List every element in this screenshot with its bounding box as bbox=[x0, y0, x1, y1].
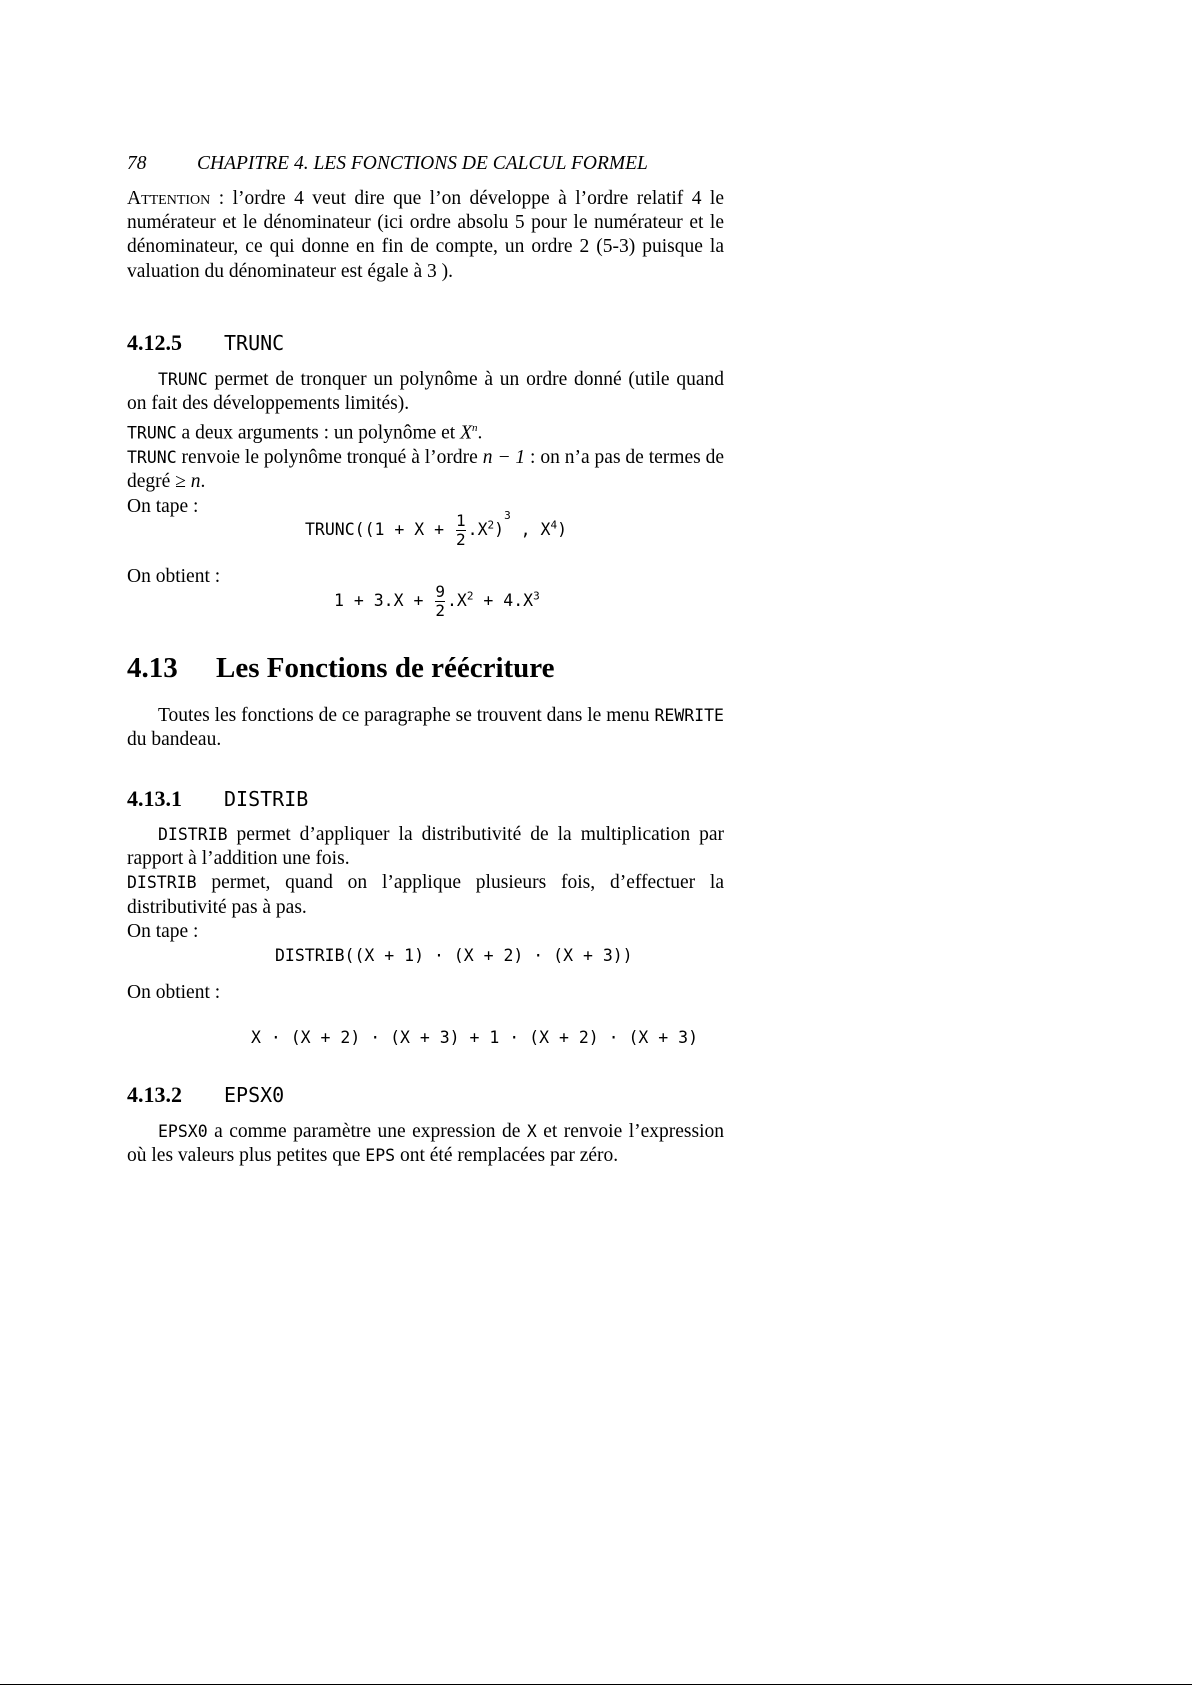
section-heading-distrib: 4.13.1 DISTRIB bbox=[127, 786, 309, 811]
distrib-input-formula: DISTRIB((X + 1) · (X + 2) · (X + 3)) bbox=[275, 946, 633, 965]
distrib-paragraph-2: DISTRIB permet, quand on l’applique plusieurs fois, d’effectuer la distributivité pas à pas. bbox=[127, 872, 724, 918]
section-heading-rewrite: 4.13 Les Fonctions de réécriture bbox=[127, 652, 555, 684]
trunc-paragraph-1: TRUNC permet de tronquer un polynôme à un ordre donné (utile quand on fait des développements limités). bbox=[127, 369, 724, 415]
attention-keyword: Attention bbox=[127, 188, 211, 209]
distrib-description bbox=[127, 823, 724, 944]
trunc-paragraph-2: TRUNC a deux arguments : un polynôme et $X^n$. bbox=[127, 422, 483, 444]
distrib-paragraph-1: DISTRIB permet d’appliquer la distributivité de la multiplication par rapport à l’addition une fois. bbox=[127, 824, 724, 870]
chapter-title: CHAPITRE 4. LES FONCTIONS DE CALCUL FORMEL bbox=[197, 153, 648, 174]
section-heading-trunc: 4.12.5 TRUNC bbox=[127, 330, 285, 355]
running-header bbox=[127, 153, 724, 175]
on-obtient-label: On obtient : bbox=[127, 982, 221, 1003]
attention-paragraph: Attention : l’ordre 4 veut dire que l’on développe à l’ordre relatif 4 le numérateur et le dénominateur (ici ordre absolu 5 pour le numérateur et le dénominateur, ce qui donne en fin de compte, un ordre 2 (5-3) puisque la valuation du dénominateur est égale à 3 ). bbox=[127, 188, 724, 282]
trunc-output-formula: 1 + 3.X + $\frac{9}{2}$ $.X^2 + 4.X^3$ bbox=[334, 582, 540, 620]
page-number: 78 bbox=[127, 153, 147, 174]
trunc-input-formula: TRUNC((1 + X + $\frac{1}{2}$ $.X^2)^3$ , $X^4$) bbox=[305, 508, 568, 549]
fraction-one-half: $\frac{1}{2}$ bbox=[456, 511, 466, 549]
trunc-paragraph-3: TRUNC renvoie le polynôme tronqué à l’ordre n − 1 : on n’a pas de termes de degré ≥ n. bbox=[127, 447, 724, 493]
rewrite-paragraph: Toutes les fonctions de ce paragraphe se trouvent dans le menu REWRITE du bandeau. bbox=[127, 705, 724, 751]
on-obtient-label: On obtient : bbox=[127, 566, 221, 587]
on-tape-label: On tape : bbox=[127, 495, 199, 517]
distrib-output-formula: X · (X + 2) · (X + 3) + 1 · (X + 2) · (X + 3) bbox=[251, 1028, 699, 1047]
fraction-nine-halves: $\frac{9}{2}$ bbox=[435, 582, 445, 620]
on-tape-label: On tape : bbox=[127, 920, 199, 942]
section-heading-epsx0: 4.13.2 EPSX0 bbox=[127, 1082, 285, 1107]
trunc-description bbox=[127, 368, 724, 519]
epsx0-paragraph: EPSX0 a comme paramètre une expression de X et renvoie l’expression où les valeurs plus petites que EPS ont été remplacées par zéro. bbox=[127, 1121, 725, 1167]
